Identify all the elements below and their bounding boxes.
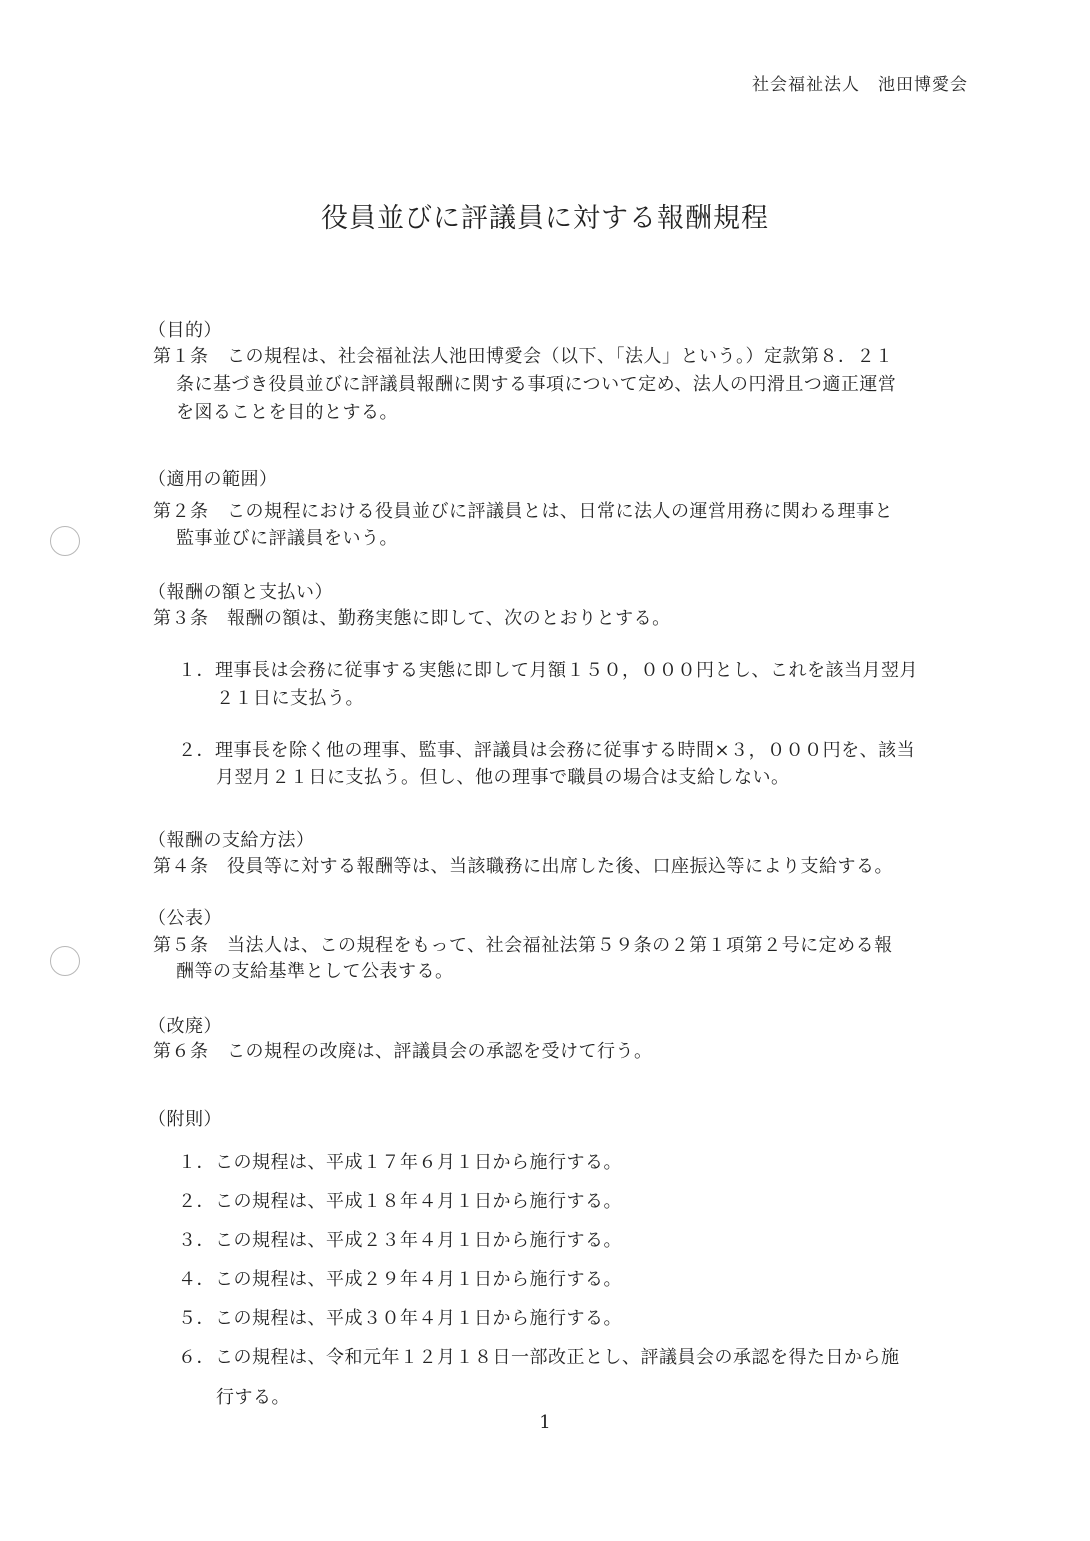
supplementary-item: １．この規程は、平成１７年６月１日から施行する。 [178,1152,622,1173]
article-3-item-1-line: １．理事長は会務に従事する実態に即して月額１５０，０００円とし、これを該当月翌月 [178,660,918,681]
article-1-line: 第１条 この規程は、社会福祉法人池田博愛会（以下、「法人」という。）定款第８．２１ [153,346,894,367]
article-3-item-1-line: ２１日に支払う。 [216,688,364,709]
page-number: 1 [539,1412,551,1433]
supplementary-heading: （附則） [148,1109,222,1130]
article-3-item-2-line: ２．理事長を除く他の理事、監事、評議員は会務に従事する時間×３，０００円を、該当 [178,740,916,761]
article-4-heading: （報酬の支給方法） [148,830,315,851]
organization-name: 社会福祉法人 池田博愛会 [752,75,968,95]
article-6-heading: （改廃） [148,1016,222,1037]
article-1-line: 条に基づき役員並びに評議員報酬に関する事項について定め、法人の円滑且つ適正運営 [176,374,897,395]
article-1-heading: （目的） [148,320,222,341]
article-3-line: 第３条 報酬の額は、勤務実態に即して、次のとおりとする。 [153,608,671,629]
article-2-line: 監事並びに評議員をいう。 [176,528,398,549]
supplementary-item: ４．この規程は、平成２９年４月１日から施行する。 [178,1269,622,1290]
article-1-line: を図ることを目的とする。 [176,402,398,423]
punch-hole-icon [50,946,80,976]
supplementary-item-continuation: 行する。 [216,1387,290,1408]
article-2-heading: （適用の範囲） [148,469,278,490]
article-6-line: 第６条 この規程の改廃は、評議員会の承認を受けて行う。 [153,1041,653,1062]
article-5-heading: （公表） [148,908,222,929]
punch-hole-icon [50,526,80,556]
supplementary-item: ３．この規程は、平成２３年４月１日から施行する。 [178,1230,622,1251]
supplementary-item: ５．この規程は、平成３０年４月１日から施行する。 [178,1308,622,1329]
article-4-line: 第４条 役員等に対する報酬等は、当該職務に出席した後、口座振込等により支給する。 [153,856,893,877]
article-5-line: 第５条 当法人は、この規程をもって、社会福祉法第５９条の２第１項第２号に定める報 [153,935,893,956]
article-3-heading: （報酬の額と支払い） [148,582,333,603]
article-5-line: 酬等の支給基準として公表する。 [176,961,454,982]
supplementary-item: ２．この規程は、平成１８年４月１日から施行する。 [178,1191,622,1212]
article-3-item-2-line: 月翌月２１日に支払う。但し、他の理事で職員の場合は支給しない。 [216,767,790,788]
supplementary-item: ６．この規程は、令和元年１２月１８日一部改正とし、評議員会の承認を得た日から施 [178,1347,900,1368]
article-2-line: 第２条 この規程における役員並びに評議員とは、日常に法人の運営用務に関わる理事と [153,501,893,522]
document-title: 役員並びに評議員に対する報酬規程 [321,203,769,234]
